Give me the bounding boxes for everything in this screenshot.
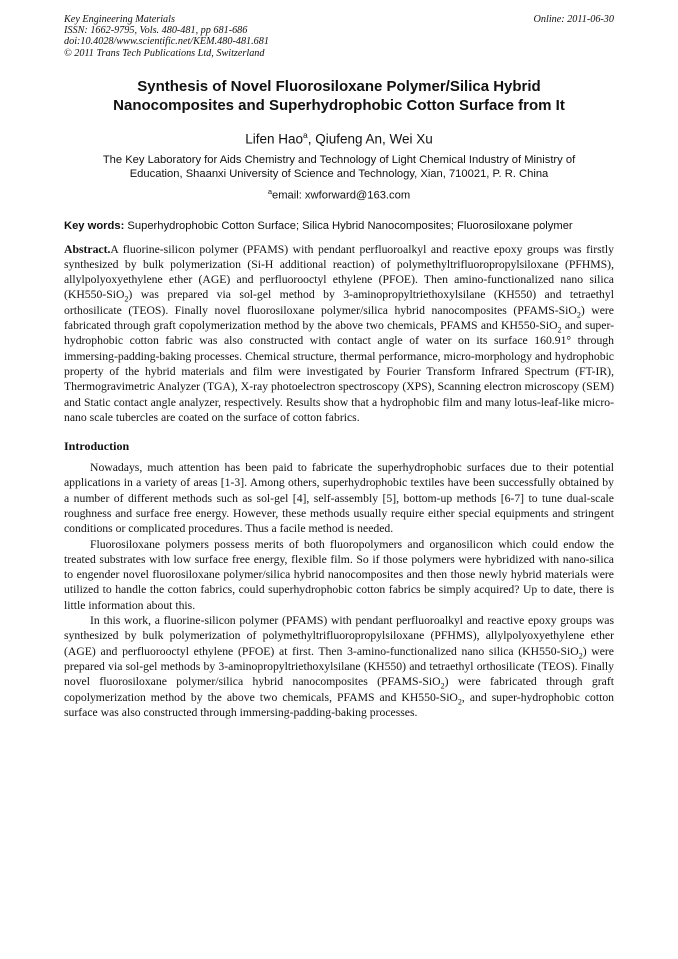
intro-paragraph-3 — [64, 613, 614, 720]
copyright-line: © 2011 Trans Tech Publications Ltd, Switzerland — [64, 47, 265, 59]
subscript: 2 — [440, 681, 445, 691]
paragraph-text: ) were prepared via sol-gel methods by 3-aminopropyltriethoxylsilane (KH550) and tetraethyl orthosilicate (TEOS). Finally novel fluorosiloxane polymer/silica hybrid nanocomposites (PFAMS-SiO — [64, 644, 614, 689]
doi-line: doi:10.4028/www.scientific.net/KEM.480-481.681 — [64, 36, 269, 48]
abstract-text: ) was prepared via sol-gel method by 3-aminopropyltriethoxylsilane (KH550) and tetraethyl orthosilicate (TEOS). Finally novel fluorosiloxane polymer/silica hybrid nanocomposites (PFAMS-SiO — [64, 288, 614, 317]
author-email — [64, 187, 614, 202]
paper-title — [64, 77, 614, 115]
abstract — [64, 242, 614, 426]
subscript: 2 — [124, 294, 129, 304]
journal-header — [64, 14, 614, 59]
email-affil-mark: a — [267, 187, 272, 197]
author-1-affil-mark: a — [302, 129, 308, 140]
email-text: email: xwforward@163.com — [271, 190, 411, 203]
intro-paragraph-2: Fluorosiloxane polymers possess merits of both fluoropolymers and organosilicon which could endow the treated substrates with low surface free energy, flexible film. So if those polymers were hybridized with nano-silica to engender novel fluorosiloxane polymer/silica hybrid nanocomposites and then those newly hybrid materials were utilized to handle the cotton fabrics, could superhydrophobic cotton fabrics be simply acquired? Up to date, there is little information about this. — [64, 537, 614, 612]
keywords — [64, 220, 614, 234]
online-date: Online: 2011-06-30 — [533, 14, 614, 25]
affiliation-line-2: Education, Shaanxi University of Science and Technology, Xian, 710021, P. R. China — [129, 168, 549, 181]
subscript: 2 — [576, 310, 581, 320]
author-list — [64, 127, 614, 148]
abstract-text: and super-hydrophobic cotton fabric was also constructed with contact angle of water on its surface 160.91° through immersing-padding-baking processes. Chemical structure, thermal performance, micro-morphology and hydrophobic property of the hybrid materials and film were investigated by Fourier Transform Infrared Spectrum (FT-IR), Thermogravimetric Analyzer (TGA), X-ray photoelectron spectroscopy (XPS), Scanning electron microscopy (SEM) and Static contact angle analyzer, respectively. Results show that a hydrophobic film and many lotus-leaf-like micro-nano scale tubercles are coated on the surface of cotton fabrics. — [64, 319, 614, 424]
paragraph-text: ) were fabricated through graft copolymerization method by the above two chemicals, PFAMS and KH550-SiO — [64, 675, 614, 704]
abstract-text: A fluorine-silicon polymer (PFAMS) with pendant perfluoroalkyl and reactive epoxy groups was firstly synthesized by bulk polymerization (Si-H additional reaction) of polymethyltrifluoropropylsiloxane (PFHMS), allylpolyoxyethylene ether (AGE) and perfluorooctyl ethylene (PFOE). Then amino-functionalized nano silica (KH550-SiO — [64, 242, 614, 302]
keywords-text: Superhydrophobic Cotton Surface; Silica Hybrid Nanocomposites; Fluorosiloxane polymer — [127, 220, 573, 233]
keywords-label: Key words: — [64, 220, 125, 233]
abstract-text: ) were fabricated through graft copolymerization method by the above two chemicals, PFAMS and KH550-SiO — [64, 303, 614, 333]
issn-line: ISSN: 1662-9795, Vols. 480-481, pp 681-686 — [64, 25, 248, 37]
subscript: 2 — [457, 696, 462, 706]
author-2: , Qiufeng An, — [307, 131, 390, 147]
subscript: 2 — [578, 651, 583, 660]
section-heading-introduction: Introduction — [64, 439, 130, 454]
subscript: 2 — [557, 325, 562, 335]
paragraph-text: , and super-hydrophobic cotton surface was also constructed through immersing-padding-baking processes. — [64, 690, 615, 719]
affiliation-line-1: The Key Laboratory for Aids Chemistry and Technology of Light Chemical Industry of Ministry of — [102, 154, 576, 167]
abstract-label: Abstract. — [64, 242, 111, 256]
author-3: Wei Xu — [389, 131, 433, 147]
journal-name: Key Engineering Materials — [64, 14, 175, 25]
title-line-2: Nanocomposites and Superhydrophobic Cotton Surface from It — [113, 96, 565, 114]
affiliation — [64, 153, 614, 181]
title-line-1: Synthesis of Novel Fluorosiloxane Polymer/Silica Hybrid — [137, 77, 541, 95]
intro-paragraph-1: Nowadays, much attention has been paid to fabricate the superhydrophobic surfaces due to their potential applications in a variety of areas [1-3]. Among others, superhydrophobic textiles have been successfully obtained by a number of different methods such as sol-gel [4], self-assembly [5], bottom-up methods [6-7] to tune dual-scale roughness and surface free energy. However, these methods usually require either special equipments and stringent conditions or complicated procedures. Thus a facile method is needed. — [64, 461, 614, 536]
paragraph-text: In this work, a fluorine-silicon polymer (PFAMS) with pendant perfluoroalkyl and reactive epoxy groups was synthesized by bulk polymerization of polymethyltrifluoropropylsiloxane (PFHMS), allylpolyoxyethylene ether (AGE) and perfluorooctyl ethylene (PFOE) at first. Then 3-amino-functionalized nano silica (KH550-SiO — [64, 614, 614, 658]
author-1: Lifen Hao — [245, 131, 303, 147]
